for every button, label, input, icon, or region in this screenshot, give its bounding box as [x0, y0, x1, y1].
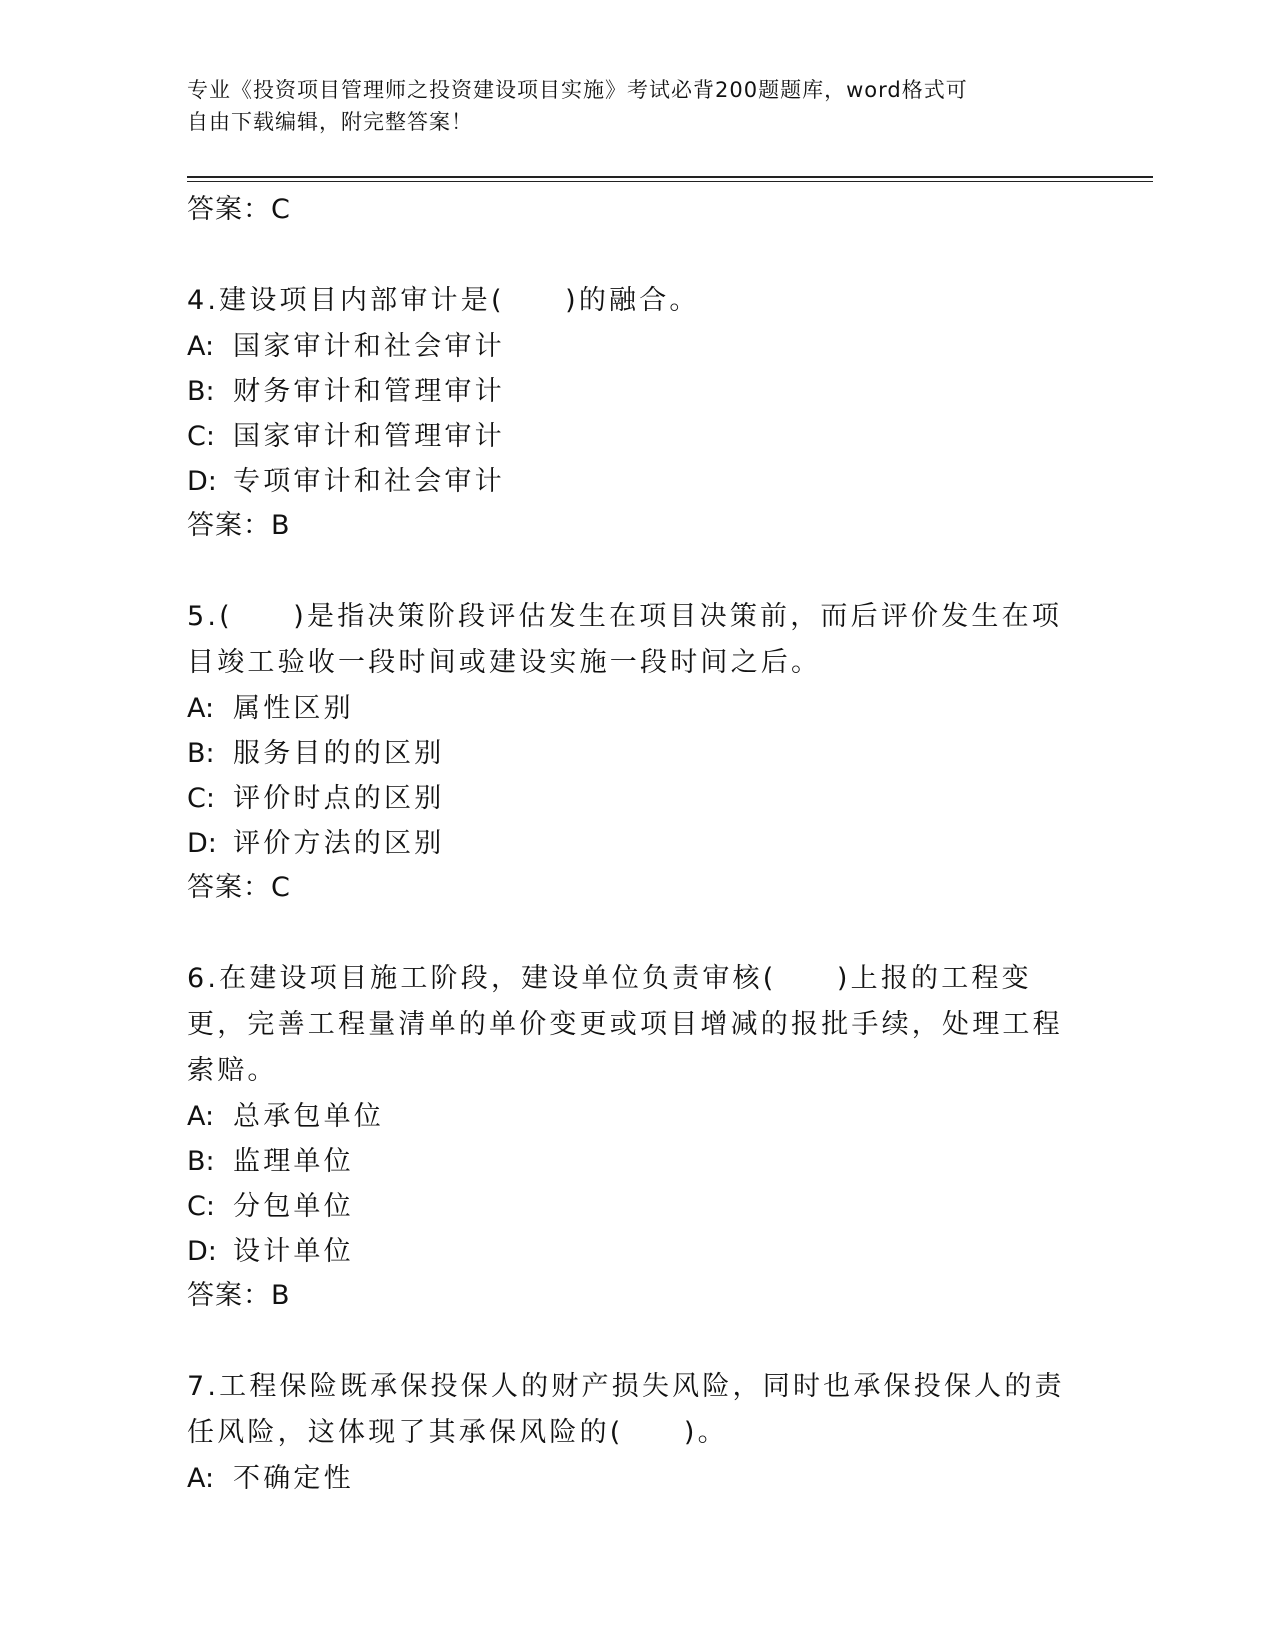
option-text: 属性区别 [233, 693, 354, 724]
answer-label: 答案：B [187, 1280, 291, 1311]
option-a [187, 686, 1087, 731]
answer-label: 答案：C [187, 872, 291, 903]
question-5 [187, 594, 1087, 910]
option-key: C: [187, 421, 215, 452]
option-c [187, 1184, 1087, 1229]
question-text: 6.在建设项目施工阶段，建设单位负责审核( )上报的工程变更，完善工程量清单的单价变更或项目增减的报批手续，处理工程索赔。 [187, 963, 1063, 1086]
option-key: C: [187, 783, 215, 814]
option-key: A: [187, 331, 215, 362]
option-text: 财务审计和管理审计 [233, 376, 505, 407]
option-key: B: [187, 738, 215, 769]
option-text: 专项审计和社会审计 [233, 466, 505, 497]
option-key: C: [187, 1191, 215, 1222]
question-text: 7.工程保险既承保投保人的财产损失风险，同时也承保投保人的责任风险，这体现了其承保风险的( )。 [187, 1371, 1065, 1448]
option-key: B: [187, 1146, 215, 1177]
option-b [187, 1139, 1087, 1184]
option-c [187, 414, 1087, 459]
option-text: 国家审计和社会审计 [233, 331, 505, 362]
option-key: D: [187, 466, 217, 497]
option-key: A: [187, 693, 215, 724]
option-c [187, 776, 1087, 821]
option-text: 不确定性 [233, 1463, 354, 1494]
question-7 [187, 1364, 1087, 1501]
option-text: 分包单位 [233, 1191, 354, 1222]
question-4 [187, 278, 1087, 548]
option-key: A: [187, 1463, 215, 1494]
document-body [187, 188, 1087, 1501]
option-key: A: [187, 1101, 215, 1132]
option-d [187, 821, 1087, 866]
answer-label: 答案：B [187, 510, 291, 541]
option-text: 总承包单位 [233, 1101, 384, 1132]
option-text: 设计单位 [233, 1236, 354, 1267]
option-text: 评价时点的区别 [233, 783, 445, 814]
option-b [187, 369, 1087, 414]
option-key: B: [187, 376, 215, 407]
answer-label: 答案：C [187, 194, 291, 225]
option-a [187, 1456, 1087, 1501]
header-divider [187, 176, 1153, 178]
option-key: D: [187, 828, 217, 859]
option-a [187, 1094, 1087, 1139]
option-b [187, 731, 1087, 776]
header-line-2: 自由下载编辑，附完整答案！ [187, 110, 473, 134]
option-d [187, 459, 1087, 504]
header-line-1: 专业《投资项目管理师之投资建设项目实施》考试必背200题题库，word格式可 [187, 78, 968, 102]
option-text: 评价方法的区别 [233, 828, 445, 859]
question-text: 5.( )是指决策阶段评估发生在项目决策前，而后评价发生在项目竣工验收一段时间或建设实施一段时间之后。 [187, 601, 1063, 678]
document-header [187, 74, 1067, 138]
question-text: 4.建设项目内部审计是( )的融合。 [187, 285, 700, 316]
option-text: 监理单位 [233, 1146, 354, 1177]
question-6 [187, 956, 1087, 1318]
header-divider-thin [187, 181, 1153, 182]
option-text: 服务目的的区别 [233, 738, 445, 769]
option-a [187, 324, 1087, 369]
option-key: D: [187, 1236, 217, 1267]
option-d [187, 1229, 1087, 1274]
option-text: 国家审计和管理审计 [233, 421, 505, 452]
